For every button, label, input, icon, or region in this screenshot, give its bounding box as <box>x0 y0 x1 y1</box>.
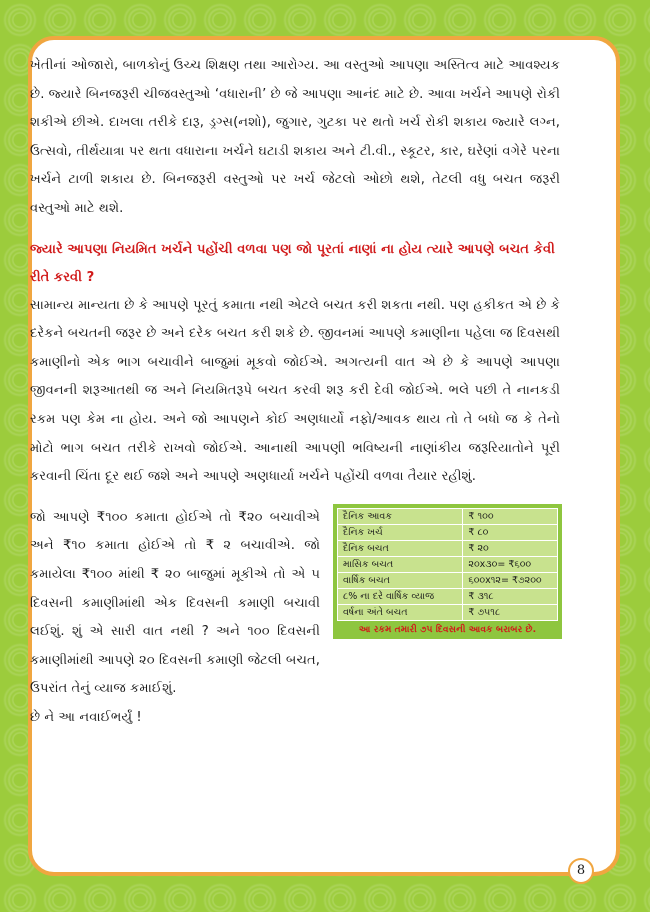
table-row <box>338 508 558 524</box>
table-cell-value: ₹ ૨૦ <box>463 540 558 556</box>
section-heading: જ્યારે આપણા નિયમિત ખર્ચને પહોંચી વળવા પણ જો પૂરતાં નાણાં ના હોય ત્યારે આપણે બચત કેવી રીતે કરવી ? <box>30 241 555 285</box>
main-content <box>30 52 560 724</box>
paragraph-3: જો આપણે ₹૧૦૦ કમાતા હોઈએ તો ₹૨૦ બચાવીએ અને ₹૧૦ કમાતા હોઈએ તો ₹ ૨ બચાવીએ. જો કમાયેલા ₹૧૦૦ માંથી ₹ ૨૦ બાજુમાં મૂકીએ તો એ ૫ દિવસની કમાણીમાંથી એક દિવસની કમાણી બચાવી લઈશું. શું એ સારી વાત નથી ? અને ૧૦૦ દિવસની કમાણીમાંથી આપણે ૨૦ દિવસની કમાણી જેટલી બચત, ઉપરાંત તેનું વ્યાજ કમાઈશું. <box>30 509 320 697</box>
table-row <box>338 572 558 588</box>
page-number: 8 <box>568 858 594 884</box>
table-cell-label: દૈનિક ખર્ચ <box>338 524 463 540</box>
table-cell-value: ૨૦x૩૦= ₹૬૦૦ <box>463 556 558 572</box>
savings-table-grid <box>337 508 558 621</box>
table-row <box>338 524 558 540</box>
table-cell-value: ₹ ૮૦ <box>463 524 558 540</box>
table-cell-label: માસિક બચત <box>338 556 463 572</box>
table-footer-note: આ રકમ તમારી ૭૫ દિવસની આવક બરાબર છે. <box>337 621 558 639</box>
table-row <box>338 540 558 556</box>
savings-section <box>30 504 560 724</box>
table-row <box>338 588 558 604</box>
table-cell-value: ૬૦૦x૧૨= ₹૭૨૦૦ <box>463 572 558 588</box>
table-cell-value: ₹ ૧૦૦ <box>463 508 558 524</box>
table-row <box>338 604 558 620</box>
table-cell-label: દૈનિક બચત <box>338 540 463 556</box>
table-cell-label: ૮% ના દરે વાર્ષિક વ્યાજ <box>338 588 463 604</box>
paragraph-2: સામાન્ય માન્યતા છે કે આપણે પૂરતું કમાતા નથી એટલે બચત કરી શકતા નથી. પણ હકીકત એ છે કે દરેકને બચતની જરૂર છે અને દરેક બચત કરી શકે છે. જીવનમાં આપણે કમાણીના પહેલા જ દિવસથી કમાણીનો એક ભાગ બચાવીને બાજુમાં મૂકવો જોઈએ. અગત્યની વાત એ છે કે આપણે આપણા જીવનની શરૂઆતથી જ અને નિયમિતરૂપે બચત કરવી શરૂ કરી દેવી જોઈએ. ભલે પછી તે નાનકડી રકમ પણ કેમ ના હોય. અને જો આપણને કોઈ અણધાર્યો નફો/આવક થાય તો તે બધો જ કે તેનો મોટો ભાગ બચત તરીકે રાખવો જોઈએ. આનાથી આપણી ભવિષ્યની નાણાંકીય જરૂરિયાતોને પૂરી કરવાની ચિંતા દૂર થઈ જશે અને આપણે અણધાર્યા ખર્ચને પહોંચી વળવા તૈયાર રહીશું. <box>30 297 560 485</box>
paragraph-1: ખેતીનાં ઓજારો, બાળકોનું ઉચ્ચ શિક્ષણ તથા આરોગ્ય. આ વસ્તુઓ આપણા અસ્તિત્વ માટે આવશ્યક છે. જ્યારે બિનજરૂરી ચીજવસ્તુઓ ‘વધારાની’ છે જે આપણા આનંદ માટે છે. આવા ખર્ચને આપણે રોકી શકીએ છીએ. દાખલા તરીકે દારૂ, ડ્રગ્સ(નશો), જુગાર, ગુટકા પર થતો ખર્ચ રોકી શકાય જ્યારે લગ્ન, ઉત્સવો, તીર્થયાત્રા પર થતા વધારાના ખર્ચને ઘટાડી શકાય અને ટી.વી., સ્કૂટર, કાર, ઘરેણાં વગેરે પરના ખર્ચને ટાળી શકાય છે. બિનજરૂરી વસ્તુઓ પર ખર્ચ જેટલો ઓછો થશે, તેટલી વધુ બચત જરૂરી વસ્તુઓ માટે થશે. <box>30 58 560 216</box>
table-cell-value: ₹ ૩૧૮ <box>463 588 558 604</box>
table-cell-label: દૈનિક આવક <box>338 508 463 524</box>
table-cell-label: વાર્ષિક બચત <box>338 572 463 588</box>
table-cell-label: વર્ષના અંતે બચત <box>338 604 463 620</box>
savings-text <box>30 504 320 733</box>
table-row <box>338 556 558 572</box>
table-cell-value: ₹ ૭૫૧૮ <box>463 604 558 620</box>
savings-table <box>333 504 562 639</box>
paragraph-4: છે ને આ નવાઈભર્યું ! <box>30 709 142 725</box>
